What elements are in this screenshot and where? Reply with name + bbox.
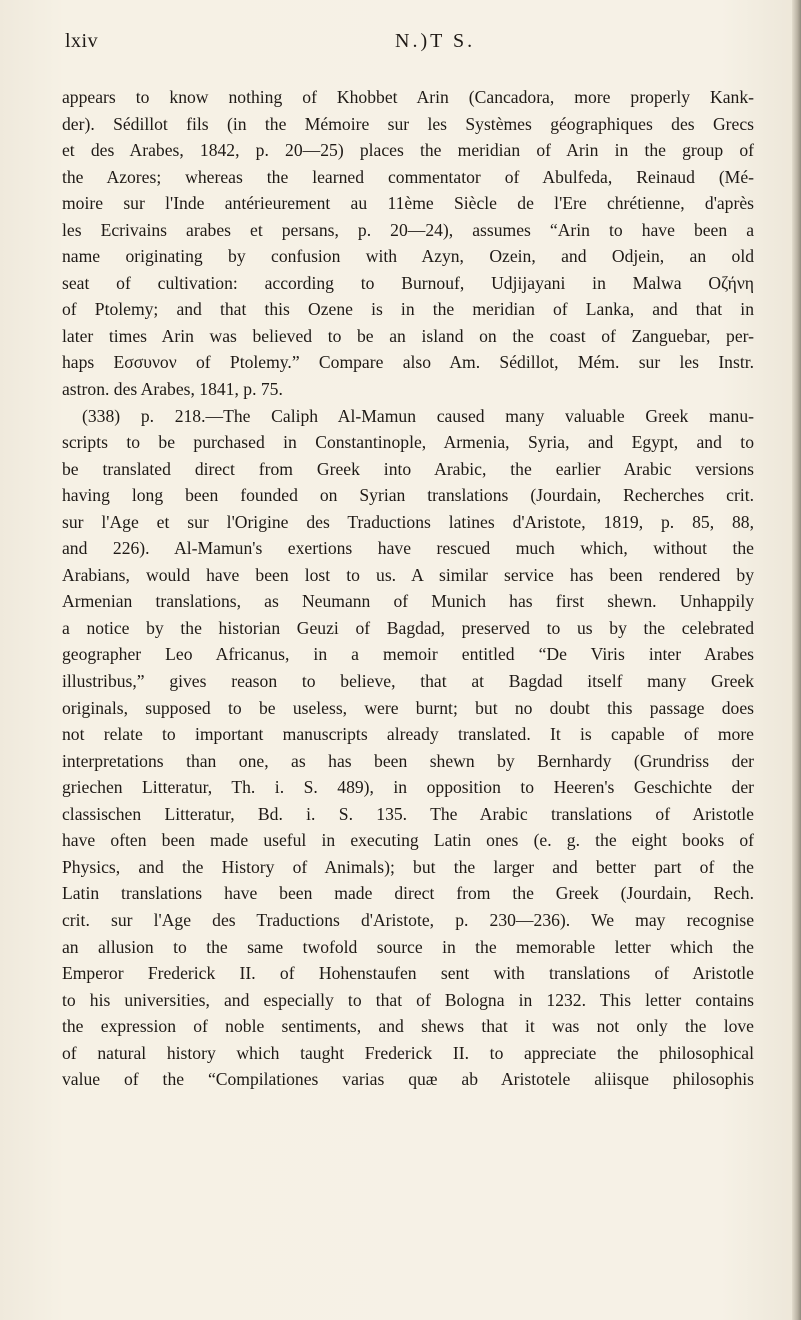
text-line: Emperor Frederick II. of Hohenstaufen sent with translations of Aristotle — [62, 963, 754, 984]
text-line: having long been founded on Syrian translations (Jourdain, Recherches crit. — [62, 485, 754, 506]
text-line: of natural history which taught Frederick II. to appreciate the philosophical — [62, 1042, 754, 1063]
text-line: originals, supposed to be useless, were burnt; but no doubt this passage does — [62, 697, 754, 718]
text-line: have often been made useful in executing Latin ones (e. g. the eight books of — [62, 830, 754, 851]
text-line: astron. des Arabes, 1841, p. 75. — [62, 379, 283, 400]
text-line: seat of cultivation: according to Burnouf, Udjijayani in Malwa Οζήνη — [62, 272, 754, 293]
page-number: lxiv — [65, 30, 99, 52]
text-line: an allusion to the same twofold source in the memorable letter which the — [62, 936, 754, 957]
text-line: not relate to important manuscripts already translated. It is capable of more — [62, 724, 754, 745]
text-line: of Ptolemy; and that this Ozene is in the meridian of Lanka, and that in — [62, 299, 754, 320]
footnote-start-line: (338) p. 218.—The Caliph Al-Mamun caused many valuable Greek manu- — [82, 405, 754, 426]
text-line: geographer Leo Africanus, in a memoir entitled “De Viris inter Arabes — [62, 644, 754, 665]
body-text — [62, 84, 754, 1093]
text-line: the expression of noble sentiments, and shews that it was not only the love — [62, 1016, 754, 1037]
page-header — [65, 30, 755, 58]
text-line: scripts to be purchased in Constantinople, Armenia, Syria, and Egypt, and to — [62, 432, 754, 453]
text-line: to his universities, and especially to that of Bologna in 1232. This letter contains — [62, 989, 754, 1010]
text-line: Latin translations have been made direct from the Greek (Jourdain, Rech. — [62, 883, 754, 904]
text-line: Armenian translations, as Neumann of Munich has first shewn. Unhappily — [62, 591, 754, 612]
text-line: Physics, and the History of Animals); but the larger and better part of the — [62, 856, 754, 877]
text-line: griechen Litteratur, Th. i. S. 489), in opposition to Heeren's Geschichte der — [62, 777, 754, 798]
text-line: Arabians, would have been lost to us. A similar service has been rendered by — [62, 564, 754, 585]
text-line: be translated direct from Greek into Arabic, the earlier Arabic versions — [62, 458, 754, 479]
text-line: value of the “Compilationes varias quæ ab Aristotele aliisque philosophis — [62, 1069, 754, 1090]
text-line: and 226). Al-Mamun's exertions have rescued much which, without the — [62, 538, 754, 559]
text-line: et des Arabes, 1842, p. 20—25) places the meridian of Arin in the group of — [62, 140, 754, 161]
text-line: later times Arin was believed to be an island on the coast of Zanguebar, per- — [62, 325, 754, 346]
text-line: interpretations than one, as has been shewn by Bernhardy (Grundriss der — [62, 750, 754, 771]
text-line: appears to know nothing of Khobbet Arin (Cancadora, more properly Kank- — [62, 87, 754, 107]
text-line: a notice by the historian Geuzi of Bagdad, preserved to us by the celebrated — [62, 617, 754, 638]
text-line: crit. sur l'Age des Traductions d'Aristote, p. 230—236). We may recognise — [62, 909, 754, 930]
text-line: haps Εσσυνον of Ptolemy.” Compare also Am. Sédillot, Mém. sur les Instr. — [62, 352, 754, 373]
text-line: sur l'Age et sur l'Origine des Traductions latines d'Aristote, 1819, p. 85, 88, — [62, 511, 754, 532]
text-line: the Azores; whereas the learned commentator of Abulfeda, Reinaud (Mé- — [62, 166, 754, 187]
text-line: illustribus,” gives reason to believe, that at Bagdad itself many Greek — [62, 671, 754, 692]
text-line: der). Sédillot fils (in the Mémoire sur les Systèmes géographiques des Grecs — [62, 113, 754, 134]
running-head: N.)T S. — [395, 30, 476, 52]
text-line: moire sur l'Inde antérieurement au 11ème Siècle de l'Ere chrétienne, d'après — [62, 193, 754, 214]
text-line: name originating by confusion with Azyn, Ozein, and Odjein, an old — [62, 246, 754, 267]
text-line: les Ecrivains arabes et persans, p. 20—24), assumes “Arin to have been a — [62, 219, 754, 240]
text-line: classischen Litteratur, Bd. i. S. 135. The Arabic translations of Aristotle — [62, 803, 754, 824]
page-edge-shadow — [792, 0, 801, 1320]
